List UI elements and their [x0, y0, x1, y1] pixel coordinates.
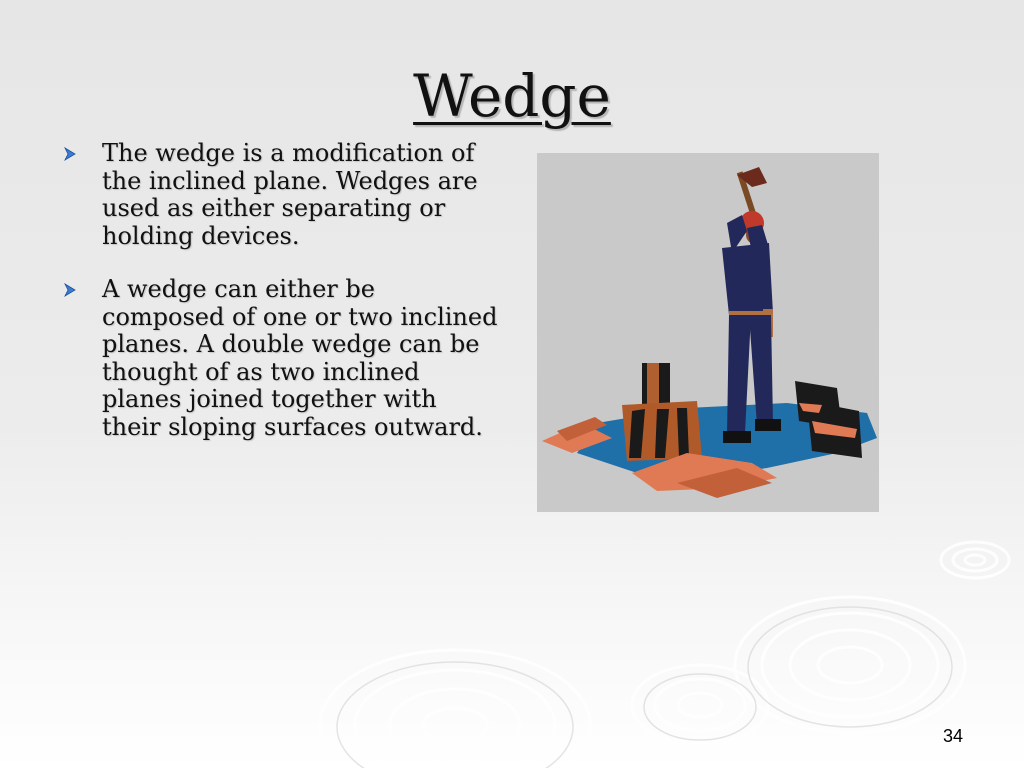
- bullet-list: [60, 140, 500, 467]
- bullet-text: The wedge is a modification of the inclined plane. Wedges are used as either separating or holding devices.: [102, 139, 478, 250]
- bullet-item: [60, 140, 500, 250]
- bullet-text: A wedge can either be composed of one or two inclined planes. A double wedge can be thought of as two inclined planes joined together with their sloping surfaces outward.: [102, 275, 498, 441]
- bullet-item: [60, 276, 500, 441]
- slide-title: Wedge: [413, 62, 611, 130]
- arrow-bullet-icon: [62, 282, 78, 298]
- slide-number: 34: [942, 726, 964, 746]
- arrow-bullet-icon: [62, 146, 78, 162]
- wood-splitting-clipart: [537, 153, 879, 512]
- man-splitting-wood-icon: [537, 153, 879, 512]
